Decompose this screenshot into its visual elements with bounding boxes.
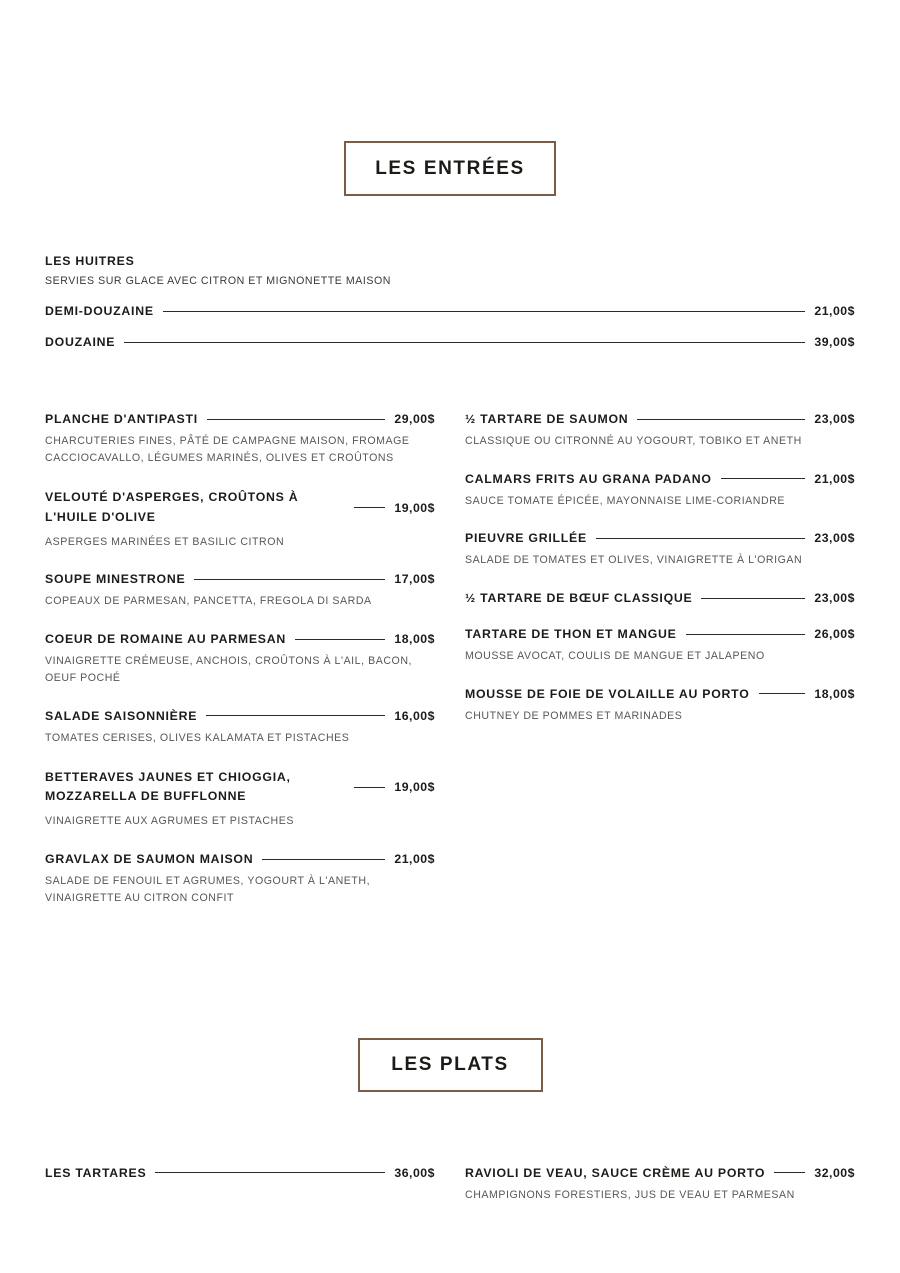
menu-item-row[interactable]	[45, 304, 855, 318]
leader-line	[354, 787, 385, 788]
menu-item-row[interactable]	[45, 709, 435, 747]
item-name: SOUPE MINESTRONE	[45, 572, 186, 587]
item-line	[45, 304, 855, 318]
section-header-box	[358, 1038, 543, 1092]
item-line	[45, 852, 435, 866]
item-line	[465, 1166, 855, 1180]
item-name: RAVIOLI DE VEAU, SAUCE CRÈME AU PORTO	[465, 1165, 766, 1180]
menu-item-row[interactable]	[465, 627, 855, 665]
item-description: SAUCE TOMATE ÉPICÉE, MAYONNAISE LIME-CORIANDRE	[465, 494, 786, 507]
oysters-block	[45, 254, 855, 349]
item-price: 19,00$	[394, 780, 435, 795]
item-description: CHARCUTERIES FINES, PÂTÉ DE CAMPAGNE MAISON, FROMAGE CACCIOCAVALLO, LÉGUMES MARINÉS, OLIVES ET CROÛTONS	[45, 435, 410, 464]
item-description: VINAIGRETTE CRÉMEUSE, ANCHOIS, CROÛTONS À L'AIL, BACON, OEUF POCHÉ	[45, 655, 413, 684]
leader-line	[206, 715, 385, 716]
leader-line	[194, 579, 385, 580]
item-description: TOMATES CERISES, OLIVES KALAMATA ET PISTACHES	[45, 731, 350, 744]
item-name: DOUZAINE	[45, 335, 116, 349]
leader-line	[124, 342, 805, 343]
item-line	[45, 632, 435, 646]
item-line	[45, 412, 435, 426]
leader-line	[354, 507, 385, 508]
item-name: PIEUVRE GRILLÉE	[465, 531, 587, 546]
menu-item-row[interactable]	[45, 412, 435, 466]
item-line	[45, 1166, 435, 1180]
menu-item-row[interactable]	[465, 591, 855, 605]
item-price: 36,00$	[394, 1165, 435, 1180]
section-title: LES PLATS	[391, 1053, 509, 1075]
leader-line	[686, 634, 806, 635]
item-line	[45, 488, 435, 526]
item-line	[45, 335, 855, 349]
section-title: LES ENTRÉES	[375, 157, 525, 179]
item-description: SALADE DE FENOUIL ET AGRUMES, YOGOURT À L'ANETH, VINAIGRETTE AU CITRON CONFIT	[45, 875, 371, 904]
menu-item-row[interactable]	[45, 488, 435, 550]
item-name: BETTERAVES JAUNES ET CHIOGGIA, MOZZARELLA DE BUFFLONNE	[45, 770, 291, 804]
item-price: 29,00$	[394, 412, 435, 426]
item-price: 19,00$	[394, 500, 435, 515]
section-header-plats	[45, 1038, 855, 1092]
leader-line	[155, 1172, 385, 1173]
entrees-columns	[45, 412, 855, 907]
menu-item-row[interactable]	[45, 1166, 435, 1180]
item-name: VELOUTÉ D'ASPERGES, CROÛTONS À L'HUILE D'OLIVE	[45, 490, 299, 524]
item-price: 39,00$	[814, 335, 855, 349]
item-name: SALADE SAISONNIÈRE	[45, 708, 198, 723]
menu-item-row[interactable]	[465, 1166, 855, 1204]
item-description: CHUTNEY DE POMMES ET MARINADES	[465, 709, 683, 722]
plats-columns	[45, 1166, 855, 1204]
item-line	[465, 412, 855, 426]
oysters-subtitle: SERVIES SUR GLACE AVEC CITRON ET MIGNONETTE MAISON	[45, 275, 391, 287]
menu-item-row[interactable]	[465, 531, 855, 569]
oysters-title: LES HUITRES	[45, 254, 135, 268]
leader-line	[721, 478, 806, 479]
item-description: VINAIGRETTE AUX AGRUMES ET PISTACHES	[45, 815, 294, 828]
item-description: MOUSSE AVOCAT, COULIS DE MANGUE ET JALAPENO	[465, 650, 765, 663]
leader-line	[701, 598, 805, 599]
leader-line	[774, 1172, 805, 1173]
item-price: 32,00$	[814, 1165, 855, 1180]
leader-line	[262, 859, 385, 860]
item-line	[465, 627, 855, 641]
item-name: GRAVLAX DE SAUMON MAISON	[45, 852, 254, 867]
item-name: COEUR DE ROMAINE AU PARMESAN	[45, 632, 286, 647]
item-price: 21,00$	[814, 471, 855, 486]
item-price: 16,00$	[394, 708, 435, 723]
item-name: ½ TARTARE DE BŒUF CLASSIQUE	[465, 591, 693, 606]
item-line	[465, 687, 855, 701]
leader-line	[759, 693, 806, 694]
entrees-right-column	[465, 412, 855, 907]
item-line	[45, 768, 435, 806]
menu-item-row[interactable]	[45, 852, 435, 906]
item-line	[465, 531, 855, 545]
item-line	[45, 572, 435, 586]
item-description: SALADE DE TOMATES ET OLIVES, VINAIGRETTE À L'ORIGAN	[465, 554, 803, 567]
item-price: 18,00$	[814, 686, 855, 701]
menu-item-row[interactable]	[465, 687, 855, 725]
item-name: LES TARTARES	[45, 1165, 147, 1180]
item-description: CLASSIQUE OU CITRONNÉ AU YOGOURT, TOBIKO ET ANETH	[465, 435, 802, 447]
item-description: COPEAUX DE PARMESAN, PANCETTA, FREGOLA DI SARDA	[45, 595, 372, 608]
plats-right-column	[465, 1166, 855, 1204]
item-line	[45, 709, 435, 723]
plats-left-column	[45, 1166, 435, 1204]
item-name: PLANCHE D'ANTIPASTI	[45, 412, 198, 426]
section-header-entrees	[45, 141, 855, 196]
section-header-box	[344, 141, 556, 196]
item-description: ASPERGES MARINÉES ET BASILIC CITRON	[45, 535, 285, 548]
item-description: CHAMPIGNONS FORESTIERS, JUS DE VEAU ET PARMESAN	[465, 1188, 795, 1201]
menu-item-row[interactable]	[45, 335, 855, 349]
menu-item-row[interactable]	[465, 472, 855, 510]
item-line	[465, 591, 855, 605]
item-line	[465, 472, 855, 486]
item-price: 23,00$	[814, 412, 855, 426]
item-name: ½ TARTARE DE SAUMON	[465, 412, 629, 426]
item-name: CALMARS FRITS AU GRANA PADANO	[465, 471, 712, 486]
item-name: TARTARE DE THON ET MANGUE	[465, 627, 677, 642]
item-price: 26,00$	[814, 627, 855, 642]
menu-item-row[interactable]	[45, 768, 435, 830]
item-name: DEMI-DOUZAINE	[45, 304, 154, 318]
entrees-left-column	[45, 412, 435, 907]
menu-item-row[interactable]	[45, 572, 435, 610]
item-price: 21,00$	[394, 852, 435, 867]
leader-line	[295, 639, 385, 640]
leader-line	[637, 419, 805, 420]
menu-item-row[interactable]	[465, 412, 855, 450]
item-price: 17,00$	[394, 572, 435, 587]
leader-line	[163, 311, 806, 312]
item-price: 18,00$	[394, 632, 435, 647]
item-name: MOUSSE DE FOIE DE VOLAILLE AU PORTO	[465, 686, 750, 701]
item-price: 23,00$	[814, 531, 855, 546]
item-price: 23,00$	[814, 591, 855, 606]
leader-line	[207, 419, 385, 420]
menu-item-row[interactable]	[45, 632, 435, 686]
leader-line	[596, 538, 805, 539]
item-price: 21,00$	[814, 304, 855, 318]
